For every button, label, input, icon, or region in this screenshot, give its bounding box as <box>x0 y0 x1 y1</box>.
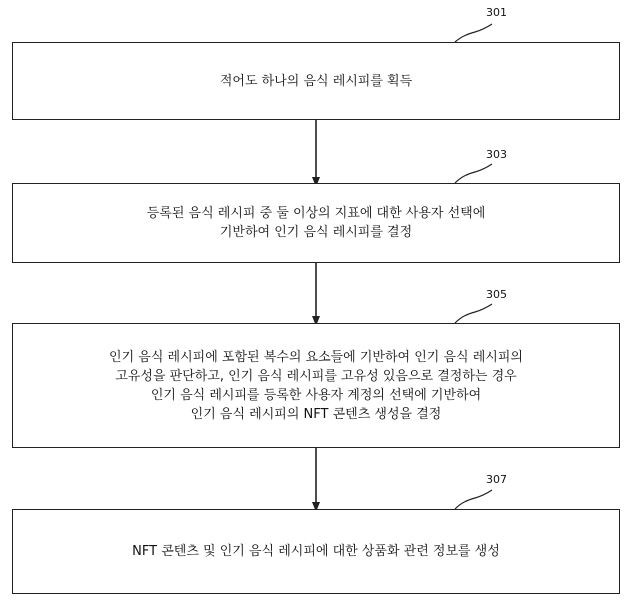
step-305-text-line-2: 고유성을 판단하고, 인기 음식 레시피를 고유성 있음으로 결정하는 경우 <box>115 368 517 384</box>
step-305-ref: 305 <box>486 288 507 301</box>
step-307-ref: 307 <box>486 473 507 486</box>
step-307-text: NFT 콘텐츠 및 인기 음식 레시피에 대한 상품화 관련 정보를 생성 <box>132 544 500 559</box>
ref-leader-301 <box>455 24 492 42</box>
step-301-text: 적어도 하나의 음식 레시피를 획득 <box>219 73 413 89</box>
step-303-text-line-2: 기반하여 인기 음식 레시피를 결정 <box>219 225 413 240</box>
step-305-text-line-4: 인기 음식 레시피의 NFT 콘텐츠 생성을 결정 <box>190 406 442 422</box>
step-301-ref: 301 <box>486 6 507 19</box>
step-305-box <box>12 323 620 448</box>
step-305-text-line-1: 인기 음식 레시피에 포함된 복수의 요소들에 기반하여 인기 음식 레시피의 <box>109 349 523 365</box>
ref-leader-303 <box>455 164 492 183</box>
step-301-box <box>12 42 620 120</box>
step-307-box <box>12 509 620 594</box>
step-303-ref: 303 <box>486 148 507 161</box>
ref-leader-305 <box>455 304 492 323</box>
step-305-text-line-3: 인기 음식 레시피를 등록한 사용자 계정의 선택에 기반하여 <box>150 387 482 403</box>
step-303-text-line-1: 등록된 음식 레시피 중 둘 이상의 지표에 대한 사용자 선택에 <box>146 206 486 221</box>
step-303-box <box>12 183 620 263</box>
ref-leader-307 <box>455 490 492 509</box>
